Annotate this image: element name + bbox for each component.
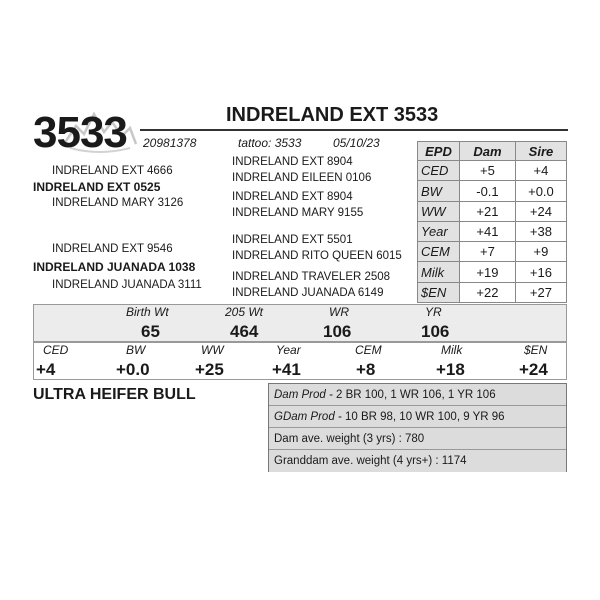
epd-dam-value: +22 (460, 282, 516, 302)
gdam-prod-value: 10 BR 98, 10 WR 100, 9 YR 96 (344, 411, 505, 423)
epd-dam-value: +7 (460, 242, 516, 262)
pedigree-dam-dam: INDRELAND JUANADA 3111 (52, 279, 202, 291)
pedigree-gen3: INDRELAND TRAVELER 2508 (232, 271, 391, 283)
registration-number: 20981378 (143, 136, 197, 150)
pedigree-gen3: INDRELAND EXT 8904 (232, 156, 353, 168)
epd-sire-value: +24 (515, 201, 566, 221)
title-divider (140, 129, 568, 131)
birth-wt-label: Birth Wt (126, 305, 169, 319)
epd-sire-value: +0.0 (515, 181, 566, 201)
pedigree-gen3: INDRELAND EXT 8904 (232, 191, 353, 203)
epd-cem-value: +8 (356, 360, 376, 379)
dam-prod-value: 2 BR 100, 1 WR 106, 1 YR 106 (336, 389, 496, 401)
pedigree-sire: INDRELAND EXT 0525 (33, 180, 161, 194)
epd-milk-value: +18 (436, 360, 465, 379)
wr-value: 106 (323, 322, 352, 341)
pedigree-sire-dam: INDRELAND MARY 3126 (52, 197, 184, 209)
bull-description: ULTRA HEIFER BULL (33, 386, 196, 403)
lot-number: 3533 (33, 108, 127, 157)
epd-row (418, 282, 567, 302)
epd-dam-value: +41 (460, 221, 516, 241)
epd-row (418, 161, 567, 181)
epd-row (418, 262, 567, 282)
epd-label: BW (418, 181, 460, 201)
epd-en-label: $EN (524, 343, 548, 357)
epd-label: Year (418, 221, 460, 241)
pedigree-sire-sire: INDRELAND EXT 4666 (52, 165, 173, 177)
epd-dam-value: -0.1 (460, 181, 516, 201)
epd-table-header (418, 142, 567, 161)
epd-ww-label: WW (201, 343, 224, 357)
epd-row (418, 242, 567, 262)
epd-year-label: Year (276, 343, 301, 357)
epd-label: CEM (418, 242, 460, 262)
epd-label: $EN (418, 282, 460, 302)
epd-sire-value: +27 (515, 282, 566, 302)
epd-ced-value: +4 (36, 360, 56, 379)
epd-year-value: +41 (272, 360, 301, 379)
animal-name: INDRELAND EXT 3533 (226, 104, 439, 126)
pedigree-gen3: INDRELAND EILEEN 0106 (232, 172, 372, 184)
epd-label: CED (418, 161, 460, 181)
epd-dam-value: +19 (460, 262, 516, 282)
pedigree-dam: INDRELAND JUANADA 1038 (33, 260, 196, 274)
granddam-weight-row: Granddam ave. weight (4 yrs+) : 1174 (269, 450, 566, 472)
epd-ww-value: +25 (195, 360, 224, 379)
epd-sire-value: +38 (515, 221, 566, 241)
parent-epd-table (417, 141, 567, 303)
pedigree-gen3: INDRELAND RITO QUEEN 6015 (232, 250, 402, 262)
yr-label: YR (425, 305, 442, 319)
epd-sire-value: +4 (515, 161, 566, 181)
epd-dam-value: +21 (460, 201, 516, 221)
birth-wt-value: 65 (141, 322, 160, 341)
epd-ced-label: CED (43, 343, 69, 357)
pedigree-dam-sire: INDRELAND EXT 9546 (52, 243, 173, 255)
production-box (268, 383, 567, 472)
birth-date: 05/10/23 (333, 136, 380, 150)
epd-sire-value: +9 (515, 242, 566, 262)
pedigree-gen3: INDRELAND EXT 5501 (232, 234, 353, 246)
pedigree-gen3: INDRELAND MARY 9155 (232, 207, 364, 219)
dam-prod-label: Dam Prod - (274, 389, 333, 401)
epd-dam-value: +5 (460, 161, 516, 181)
weights-box (33, 304, 567, 342)
tattoo: tattoo: 3533 (238, 136, 302, 150)
dam-prod-row (269, 384, 566, 406)
wt205-label: 205 Wt (225, 305, 264, 319)
epd-header-dam: Dam (460, 142, 516, 161)
epd-sire-value: +16 (515, 262, 566, 282)
dam-weight-row: Dam ave. weight (3 yrs) : 780 (269, 428, 566, 450)
epd-bw-label: BW (126, 343, 146, 357)
epd-row (418, 181, 567, 201)
wr-label: WR (329, 305, 349, 319)
epd-en-value: +24 (519, 360, 548, 379)
pedigree-gen3: INDRELAND JUANADA 6149 (232, 287, 384, 299)
epd-milk-label: Milk (441, 343, 463, 357)
epd-label: WW (418, 201, 460, 221)
epd-row (418, 221, 567, 241)
epd-header-sire: Sire (515, 142, 566, 161)
epd-row (418, 201, 567, 221)
gdam-prod-row (269, 406, 566, 428)
epd-cem-label: CEM (355, 343, 382, 357)
wt205-value: 464 (230, 322, 259, 341)
epd-label: Milk (418, 262, 460, 282)
yr-value: 106 (421, 322, 450, 341)
gdam-prod-label: GDam Prod - (274, 411, 342, 423)
epd-bw-value: +0.0 (116, 360, 150, 379)
epd-header-epd: EPD (418, 142, 460, 161)
